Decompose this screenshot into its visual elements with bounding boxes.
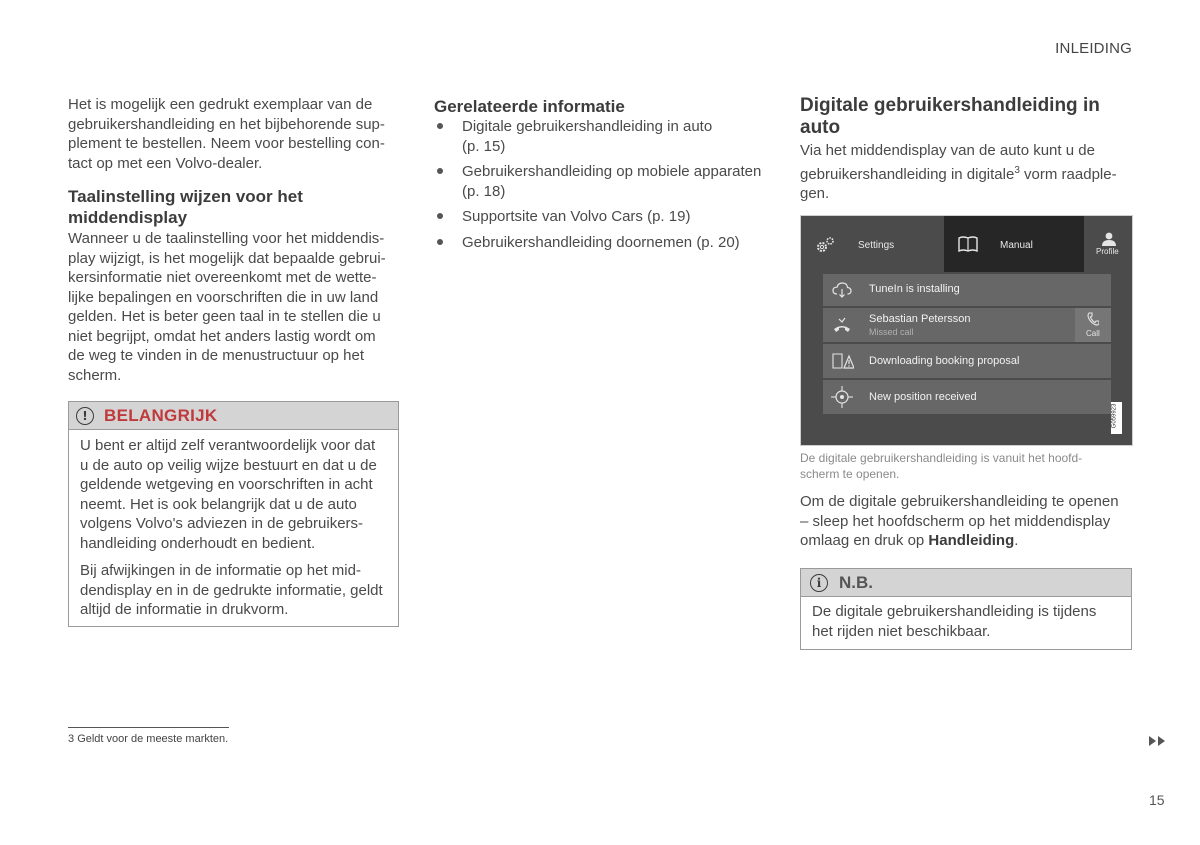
body-line: gelden. Het is beter geen taal in te stellen die u <box>68 308 381 325</box>
bullet <box>437 123 443 129</box>
image-caption <box>800 451 1132 482</box>
body-line: Om de digitale gebruikershandleiding te openen <box>800 493 1119 510</box>
bullet <box>437 239 443 245</box>
intro-line: gebruikershandleiding in digitale$^3$ vorm raadple- <box>800 164 1117 183</box>
settings-label: Settings <box>858 240 895 251</box>
body-line: Wanneer u de taalinstelling voor het middendis- <box>68 230 385 247</box>
note-body <box>801 597 1131 641</box>
notification-row[interactable] <box>823 274 1111 306</box>
settings-tab[interactable] <box>801 216 942 272</box>
footnote-text: Geldt voor de meeste markten. <box>77 733 229 745</box>
notification-title: Downloading booking proposal <box>869 355 1020 367</box>
related-item-text: Gebruikershandleiding doornemen (p. 20) <box>462 233 740 251</box>
footnote <box>68 733 228 745</box>
caption-line: De digitale gebruikershandleiding is vanuit het hoofd- <box>800 451 1083 465</box>
intro-line: gebruikershandleiding en het bijbehorende sup- <box>68 115 385 133</box>
notification-subtitle: Missed call <box>869 327 914 337</box>
notification-row[interactable] <box>823 344 1111 378</box>
phone-icon <box>1087 312 1099 326</box>
notification-title: New position received <box>869 391 977 403</box>
notification-title: Sebastian Petersson <box>869 313 971 325</box>
intro-line: gen. <box>800 185 830 202</box>
body-line: omlaag en druk op Handleiding. <box>800 532 1019 549</box>
warning-line: dendisplay en in de gedrukte informatie, geldt <box>80 581 383 599</box>
manual-label: Manual <box>1000 240 1033 251</box>
important-header <box>69 402 398 430</box>
related-item-text: (p. 15) <box>462 137 506 155</box>
gear-icon <box>815 236 835 254</box>
next-page-icon[interactable] <box>1149 736 1167 746</box>
body-line: – sleep het hoofdscherm op het middendisplay <box>800 512 1111 530</box>
missed-call-icon <box>832 317 852 333</box>
note-title: N.B. <box>839 572 873 592</box>
warning-line: altijd de informatie in drukvorm. <box>80 601 289 618</box>
position-icon <box>831 386 853 408</box>
profile-tab[interactable] <box>1086 216 1132 272</box>
cloud-download-icon <box>832 282 852 298</box>
body-line: de weg te vinden in de menustructuur op het <box>68 347 365 364</box>
body-line: scherm. <box>68 366 122 384</box>
intro-line: Via het middendisplay van de auto kunt u de <box>800 142 1095 159</box>
note-line: De digitale gebruikershandleiding is tijdens <box>812 603 1097 620</box>
exclamation-circle-icon: ! <box>76 407 94 425</box>
heading-line: auto <box>800 117 841 138</box>
language-paragraph <box>68 229 390 385</box>
profile-label: Profile <box>1096 247 1119 256</box>
intro-line: plement te bestellen. Neem voor bestelling con- <box>68 135 385 152</box>
digital-manual-heading <box>800 95 1132 139</box>
body-line: lijke bepalingen en voorschriften die in uw land <box>68 288 379 306</box>
heading-line: Digitale gebruikershandleiding in <box>800 95 1100 116</box>
related-item[interactable] <box>434 207 774 227</box>
digital-manual-intro <box>800 141 1132 204</box>
bullet <box>437 168 443 174</box>
open-manual-paragraph <box>800 492 1132 551</box>
related-item-text: Supportsite van Volvo Cars (p. 19) <box>462 208 691 225</box>
image-code: G059923 <box>1111 403 1118 429</box>
warning-line: handleiding onderhoudt en bedient. <box>80 534 316 552</box>
person-icon <box>1101 232 1117 246</box>
related-item-text: (p. 18) <box>462 182 506 200</box>
warning-line: neemt. Het is ook belangrijk dat u de auto <box>80 495 357 513</box>
warning-line: geldende wetgeving en voorschriften in acht <box>80 476 373 493</box>
bullet <box>437 213 443 219</box>
warning-line: U bent er altijd zelf verantwoordelijk voor dat <box>80 437 376 454</box>
warning-line: volgens Volvo's adviezen in de gebruikers- <box>80 515 364 532</box>
center-display-image <box>800 215 1133 446</box>
related-heading: Gerelateerde informatie <box>434 97 625 116</box>
important-title: BELANGRIJK <box>104 405 218 425</box>
handleiding-term: Handleiding <box>928 532 1015 549</box>
important-box <box>68 401 399 627</box>
notification-row[interactable] <box>823 308 1111 342</box>
footnote-rule <box>68 727 229 728</box>
heading-line: Taalinstelling wijzen voor het <box>68 187 303 206</box>
related-item-text: Digitale gebruikershandleiding in auto <box>462 118 713 135</box>
caption-line: scherm te openen. <box>800 466 900 481</box>
heading-line: middendisplay <box>68 208 188 227</box>
warning-download-icon <box>830 352 854 370</box>
notification-row[interactable] <box>823 380 1111 414</box>
notification-title: TuneIn is installing <box>869 283 960 295</box>
info-circle-icon: i <box>810 574 828 592</box>
intro-paragraph <box>68 95 390 173</box>
body-line: kersinformatie niet overeenkomt met de wette- <box>68 269 377 286</box>
intro-line: tact op met een Volvo-dealer. <box>68 154 263 172</box>
language-heading <box>68 186 390 228</box>
related-item-text: Gebruikershandleiding op mobiele apparaten <box>462 163 762 180</box>
section-label: INLEIDING <box>1055 40 1132 57</box>
note-header <box>801 569 1131 597</box>
call-label: Call <box>1086 329 1100 338</box>
note-line: het rijden niet beschikbaar. <box>812 622 991 640</box>
footnote-ref: 3 <box>1014 164 1020 176</box>
body-line: niet begrijpt, omdat het anders lastig wordt om <box>68 327 376 345</box>
related-list <box>434 117 774 258</box>
warning-line: u de auto op veilig wijze bestuurt en dat u de <box>80 456 377 474</box>
book-icon <box>958 236 978 252</box>
warning-line: Bij afwijkingen in de informatie op het mid- <box>80 562 361 579</box>
related-item[interactable] <box>434 162 774 201</box>
important-body <box>69 430 398 620</box>
image-code-tag <box>1111 402 1122 434</box>
note-box <box>800 568 1132 650</box>
intro-line: Het is mogelijk een gedrukt exemplaar van de <box>68 96 373 113</box>
page-number: 15 <box>1149 792 1165 808</box>
related-item[interactable] <box>434 117 774 156</box>
body-line: play wijzigt, is het mogelijk dat bepaalde gebrui- <box>68 249 386 267</box>
manual-tab[interactable] <box>944 216 1084 272</box>
call-button[interactable] <box>1075 308 1111 342</box>
related-item[interactable] <box>434 233 774 253</box>
footnote-number: 3 <box>68 733 75 745</box>
